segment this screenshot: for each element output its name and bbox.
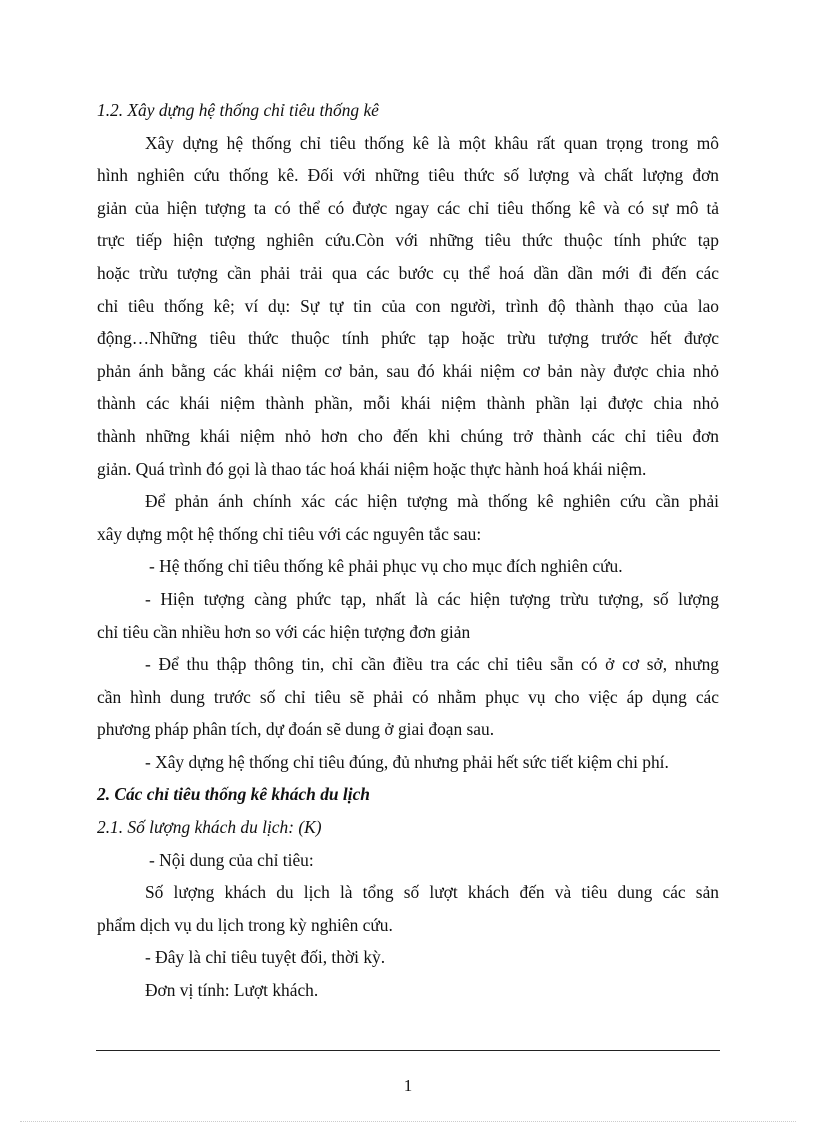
paragraph-line: thành các khái niệm thành phần, mỗi khái niệm thành phần lại được chia nhỏ xyxy=(97,393,719,414)
paragraph-line: Để phản ánh chính xác các hiện tượng mà thống kê nghiên cứu cần phải xyxy=(145,491,719,512)
paragraph-line: hình nghiên cứu thống kê. Đối với những tiêu thức số lượng và chất lượng đơn xyxy=(97,165,719,186)
principle-item: cần hình dung trước số chỉ tiêu sẽ phải có nhằm phục vụ cho việc áp dụng các xyxy=(97,686,719,707)
page-number: 1 xyxy=(403,1076,413,1095)
page-edge-divider xyxy=(20,1121,796,1122)
unit-note: Đơn vị tính: Lượt khách. xyxy=(145,980,319,1001)
type-note: - Đây là chỉ tiêu tuyệt đối, thời kỳ. xyxy=(145,947,386,968)
definition-line: phẩm dịch vụ du lịch trong kỳ nghiên cứu. xyxy=(97,914,393,935)
document-body xyxy=(97,94,719,1007)
principle-item: - Để thu thập thông tin, chỉ cần điều tra các chỉ tiêu sẵn có ở cơ sở, nhưng xyxy=(145,654,719,675)
paragraph-line: động…Những tiêu thức thuộc tính phức tạp hoặc trừu tượng trước hết được xyxy=(97,328,719,349)
content-label: - Nội dung của chỉ tiêu: xyxy=(149,849,314,870)
paragraph-line: Xây dựng hệ thống chỉ tiêu thống kê là một khâu rất quan trọng trong mô xyxy=(145,132,719,153)
paragraph-line: giản của hiện tượng ta có thể có được ngay các chỉ tiêu thống kê và có sự mô tả xyxy=(97,197,719,218)
principle-item: - Xây dựng hệ thống chỉ tiêu đúng, đủ nhưng phải hết sức tiết kiệm chi phí. xyxy=(145,751,669,772)
section-heading-2: 2. Các chỉ tiêu thống kê khách du lịch xyxy=(97,784,370,805)
principle-item: - Hệ thống chỉ tiêu thống kê phải phục vụ cho mục đích nghiên cứu. xyxy=(149,556,623,577)
section-heading-1-2: 1.2. Xây dựng hệ thống chỉ tiêu thống kê xyxy=(97,100,379,120)
paragraph-line: trực tiếp hiện tượng nghiên cứu.Còn với những tiêu thức thuộc tính phức tạp xyxy=(97,230,719,251)
definition-line: Số lượng khách du lịch là tổng số lượt khách đến và tiêu dung các sản xyxy=(145,882,719,903)
paragraph-line: giản. Quá trình đó gọi là thao tác hoá khái niệm hoặc thực hành hoá khái niệm. xyxy=(97,458,647,479)
paragraph-line: phản ánh bằng các khái niệm cơ bản, sau đó khái niệm cơ bản này được chia nhỏ xyxy=(97,360,719,381)
paragraph-line: hoặc trừu tượng cần phải trải qua các bước cụ thể hoá dần dần mới đi đến các xyxy=(97,262,719,283)
principle-item: phương pháp phân tích, dự đoán sẽ dung ở giai đoạn sau. xyxy=(97,719,495,740)
principle-item: chỉ tiêu cần nhiều hơn so với các hiện tượng đơn giản xyxy=(97,621,471,642)
paragraph-line: xây dựng một hệ thống chỉ tiêu với các nguyên tắc sau: xyxy=(97,523,482,544)
principle-item: - Hiện tượng càng phức tạp, nhất là các hiện tượng trừu tượng, số lượng xyxy=(145,588,719,609)
section-heading-2-1: 2.1. Số lượng khách du lịch: (K) xyxy=(97,817,322,838)
paragraph-line: thành những khái niệm nhỏ hơn cho đến khi chúng trở thành các chỉ tiêu đơn xyxy=(97,425,719,446)
footer-divider xyxy=(96,1050,720,1051)
paragraph-line: chỉ tiêu thống kê; ví dụ: Sự tự tin của con người, trình độ thành thạo của lao xyxy=(97,295,719,316)
